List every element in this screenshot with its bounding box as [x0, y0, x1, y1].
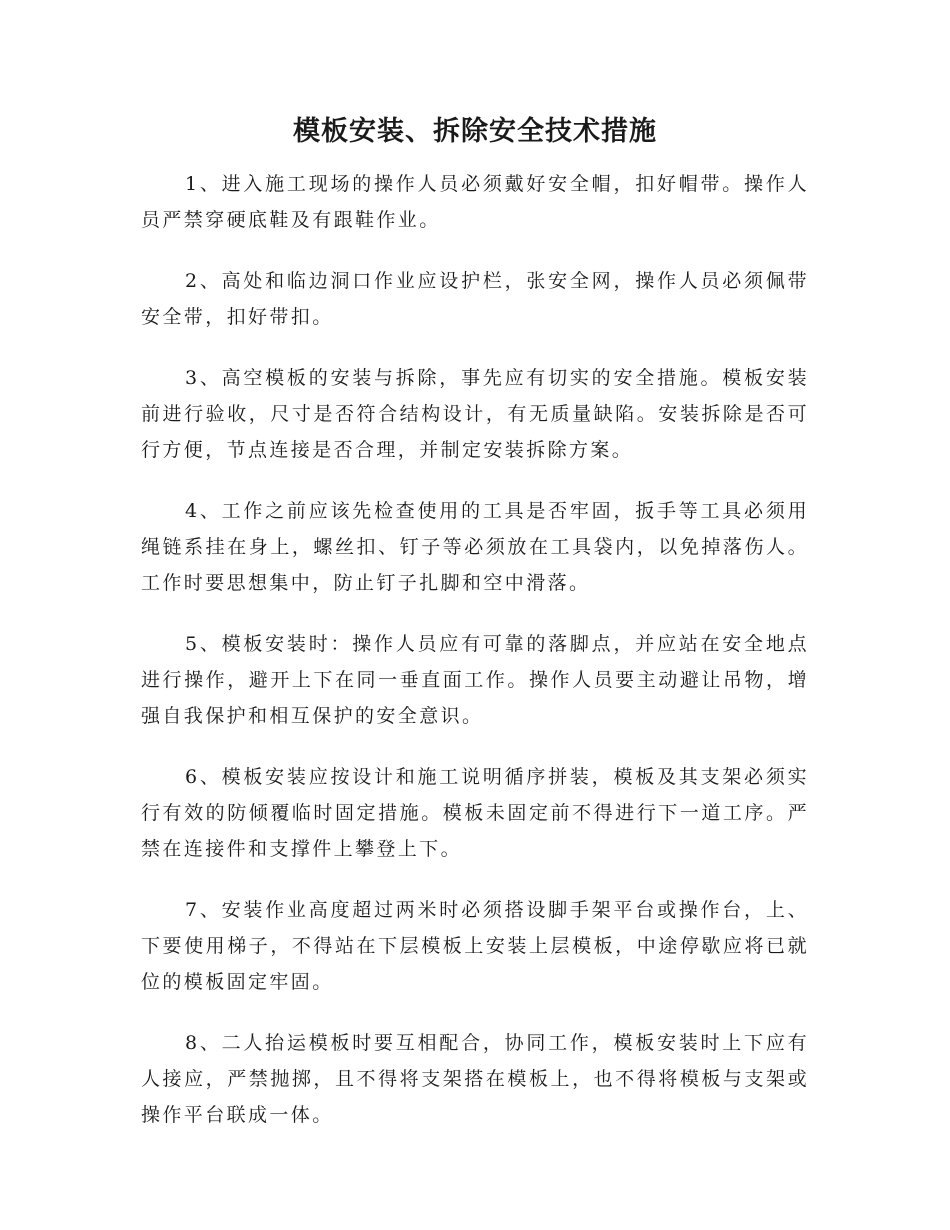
document-body	[141, 166, 809, 1158]
paragraph-3: 3、高空模板的安装与拆除，事先应有切实的安全措施。模板安装前进行验收，尺寸是否符合结构设计，有无质量缺陷。安装拆除是否可行方便，节点连接是否合理，并制定安装拆除方案。	[141, 367, 809, 461]
paragraph-6: 6、模板安装应按设计和施工说明循序拼装，模板及其支架必须实行有效的防倾覆临时固定措施。模板未固定前不得进行下一道工序。严禁在连接件和支撑件上攀登上下。	[141, 766, 809, 860]
paragraph-5: 5、模板安装时：操作人员应有可靠的落脚点，并应站在安全地点进行操作，避开上下在同一垂直面工作。操作人员要主动避让吊物，增强自我保护和相互保护的安全意识。	[141, 633, 809, 727]
paragraph-4: 4、工作之前应该先检查使用的工具是否牢固，扳手等工具必须用绳链系挂在身上，螺丝扣、钉子等必须放在工具袋内，以免掉落伤人。工作时要思想集中，防止钉子扎脚和空中滑落。	[141, 500, 809, 594]
paragraph-1: 1、进入施工现场的操作人员必须戴好安全帽，扣好帽带。操作人员严禁穿硬底鞋及有跟鞋作业。	[141, 173, 809, 231]
paragraph-7: 7、安装作业高度超过两米时必须搭设脚手架平台或操作台，上、下要使用梯子，不得站在下层模板上安装上层模板，中途停歇应将已就位的模板固定牢固。	[141, 899, 809, 993]
document-title: 模板安装、拆除安全技术措施	[293, 116, 657, 147]
paragraph-2: 2、高处和临边洞口作业应设护栏，张安全网，操作人员必须佩带安全带，扣好带扣。	[141, 270, 809, 328]
paragraph-8: 8、二人抬运模板时要互相配合，协同工作，模板安装时上下应有人接应，严禁抛掷，且不得将支架搭在模板上，也不得将模板与支架或操作平台联成一体。	[141, 1032, 809, 1126]
